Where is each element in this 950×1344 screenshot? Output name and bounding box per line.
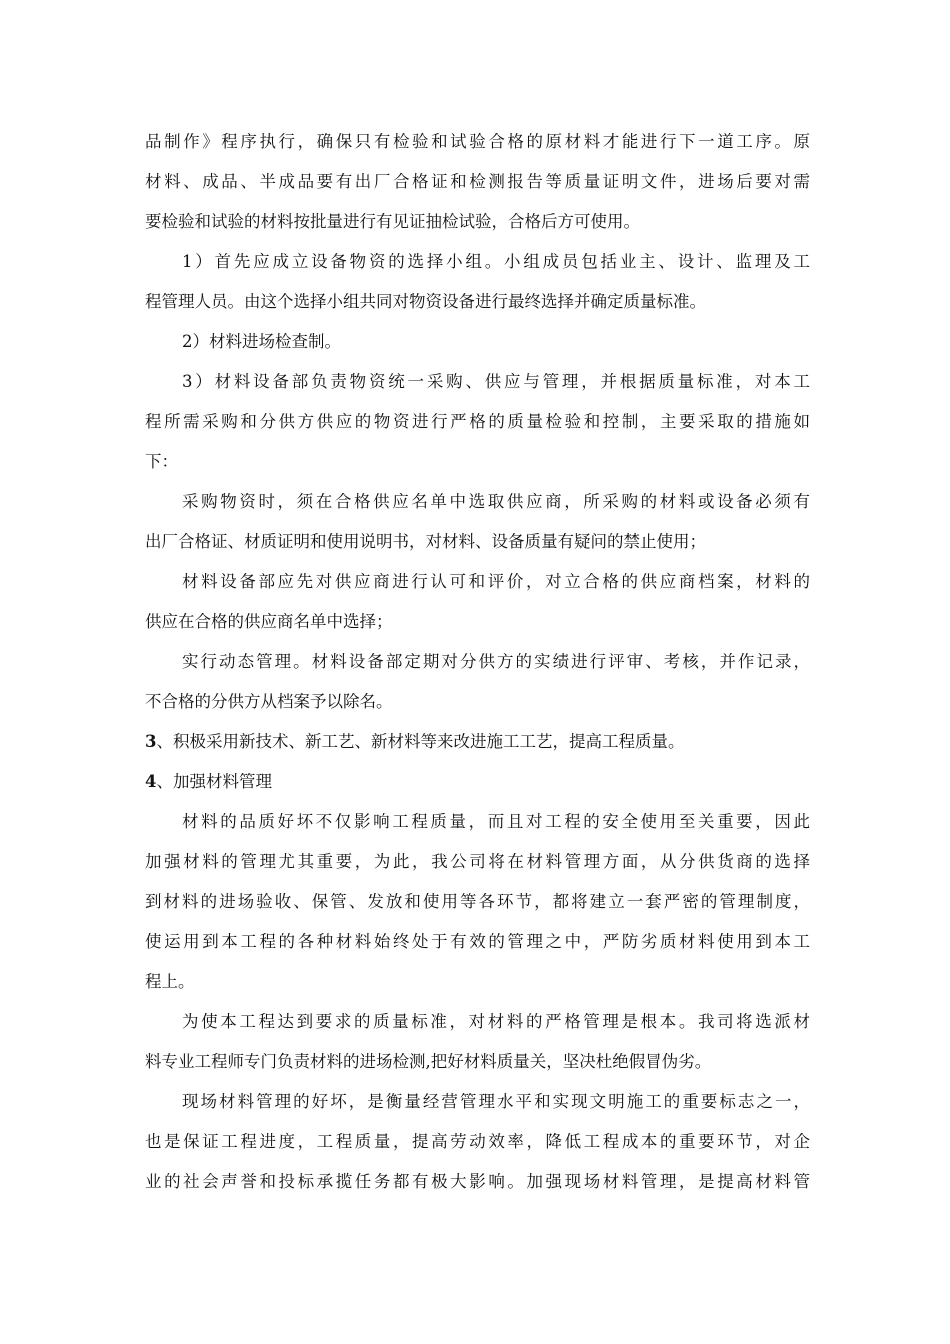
line-text: 1）首先应成立设备物资的选择小组。小组成员包括业主、设计、监理及工 — [182, 252, 810, 271]
line-text: 要检验和试验的材料按批量进行有见证抽检试验，合格后方可使用。 — [145, 212, 640, 231]
text-line — [145, 922, 810, 962]
text-line — [145, 682, 810, 722]
line-text: 材料的品质好坏不仅影响工程质量，而且对工程的安全使用至关重要，因此 — [182, 812, 810, 831]
line-text: 现场材料管理的好坏，是衡量经营管理水平和实现文明施工的重要标志之一， — [182, 1092, 810, 1111]
text-line — [145, 1162, 810, 1202]
line-text: 程上。 — [145, 972, 195, 991]
line-text: 下： — [145, 452, 178, 471]
line-text: 为使本工程达到要求的质量标准，对材料的严格管理是根本。我司将选派材 — [182, 1012, 810, 1031]
line-text: 程所需采购和分供方供应的物资进行严格的质量检验和控制，主要采取的措施如 — [145, 412, 810, 431]
text-line — [145, 1042, 810, 1082]
line-text: 、积极采用新技术、新工艺、新材料等来改进施工工艺，提高工程质量。 — [156, 732, 685, 751]
line-text: 到材料的进场验收、保管、发放和使用等各环节，都将建立一套严密的管理制度， — [145, 892, 810, 911]
line-text: 材料设备部应先对供应商进行认可和评价，对立合格的供应商档案，材料的 — [182, 572, 810, 591]
text-line — [145, 722, 810, 762]
text-line — [145, 322, 810, 362]
text-line — [145, 1002, 810, 1042]
text-line — [145, 842, 810, 882]
text-line — [145, 522, 810, 562]
text-line — [145, 282, 810, 322]
line-text: 实行动态管理。材料设备部定期对分供方的实绩进行评审、考核，并作记录， — [182, 652, 810, 671]
line-text: 使运用到本工程的各种材料始终处于有效的管理之中，严防劣质材料使用到本工 — [145, 932, 810, 951]
line-text: 出厂合格证、材质证明和使用说明书，对材料、设备质量有疑问的禁止使用； — [145, 532, 706, 551]
text-line — [145, 1082, 810, 1122]
text-line — [145, 562, 810, 602]
line-text: 供应在合格的供应商名单中选择； — [145, 612, 393, 631]
line-text: 品制作》程序执行，确保只有检验和试验合格的原材料才能进行下一道工序。原 — [145, 132, 810, 151]
line-text: 采购物资时，须在合格供应名单中选取供应商，所采购的材料或设备必须有 — [182, 492, 810, 511]
text-line — [145, 602, 810, 642]
text-line — [145, 1122, 810, 1162]
section-number: 3 — [145, 732, 157, 751]
line-text: 不合格的分供方从档案予以除名。 — [145, 692, 393, 711]
line-text: 2）材料进场检查制。 — [182, 332, 341, 351]
text-line — [145, 642, 810, 682]
document-body — [145, 122, 810, 1202]
line-text: 程管理人员。由这个选择小组共同对物资设备进行最终选择并确定质量标准。 — [145, 292, 706, 311]
line-text: 加强材料的管理尤其重要，为此，我公司将在材料管理方面，从分供货商的选择 — [145, 852, 810, 871]
text-line — [145, 802, 810, 842]
text-line — [145, 962, 810, 1002]
text-line — [145, 362, 810, 402]
line-text: 、加强材料管理 — [156, 772, 272, 791]
line-text: 也是保证工程进度，工程质量，提高劳动效率，降低工程成本的重要环节，对企 — [145, 1132, 810, 1151]
line-text: 料专业工程师专门负责材料的进场检测,把好材料质量关，坚决杜绝假冒伪劣。 — [145, 1052, 712, 1071]
line-text: 材料、成品、半成品要有出厂合格证和检测报告等质量证明文件，进场后要对需 — [145, 172, 810, 191]
text-line — [145, 442, 810, 482]
line-text: 业的社会声誉和投标承揽任务都有极大影响。加强现场材料管理，是提高材料管 — [145, 1172, 810, 1191]
text-line — [145, 242, 810, 282]
text-line — [145, 202, 810, 242]
text-line — [145, 162, 810, 202]
text-line — [145, 122, 810, 162]
line-text: 3）材料设备部负责物资统一采购、供应与管理，并根据质量标准，对本工 — [182, 372, 810, 391]
text-line — [145, 482, 810, 522]
text-line — [145, 882, 810, 922]
section-number: 4 — [145, 772, 157, 791]
text-line — [145, 402, 810, 442]
text-line — [145, 762, 810, 802]
